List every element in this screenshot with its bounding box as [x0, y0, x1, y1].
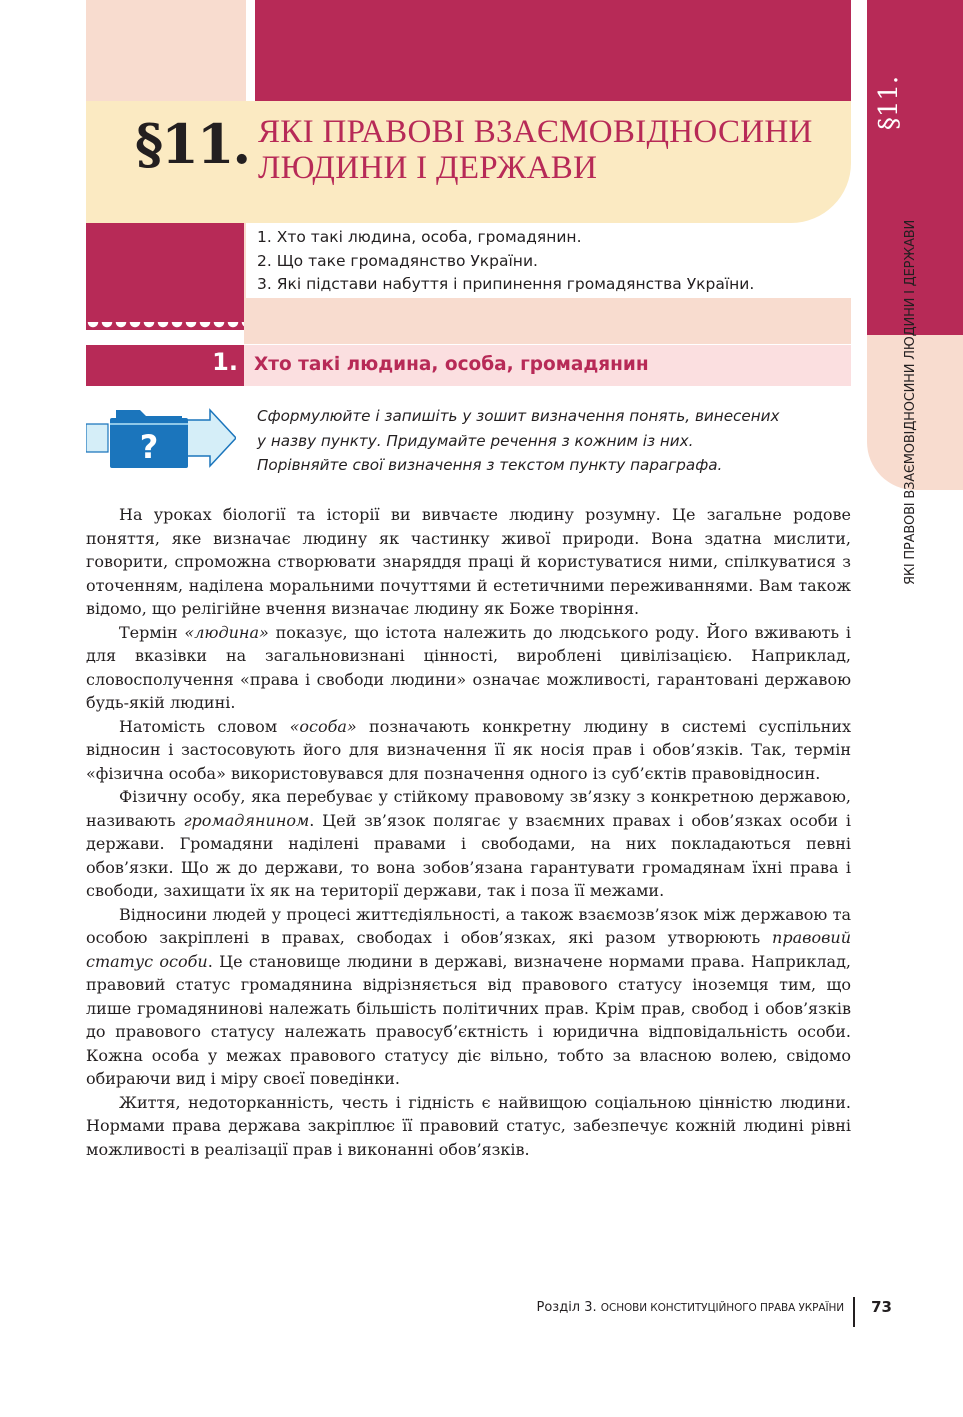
- page-number: 73: [871, 1298, 892, 1316]
- paragraph: Фізичну особу, яка перебуває у стійкому правовому зв’язку з конкретною державою, називають громадянином. Цей зв’язок полягає у взаємних правах і обов’язках особи і держави. Громадяни наділені правами і свободами, на них покладаються певні обов’язки. Що ж до держави, то вона зобов’язана гарантувати громадянам їхні права і свободи, захищати їх як на території держави, так і поза її межами.: [86, 787, 852, 900]
- question-item: 2. Що таке громадянство України.: [257, 251, 538, 270]
- question-list: [257, 226, 847, 297]
- subsection-number: 1.: [212, 348, 238, 376]
- paragraph: Відносини людей у процесі життєдіяльності, а також взаємозв’язок між державою та особою закріплені в правах, свободах і обов’язках, які разом утворюють правовий статус особи. Це становище людини в державі, визначене нормами права. Наприклад, правовий статус громадянина відрізняється від правового статусу іноземця тим, що лише громадянинові належать більшість політичних прав. Крім прав, свобод і обов’язків до правового статусу належать правосуб’єктність і юридична відповідальність особи. Кожна особа у межах правового статусу діє вільно, тобто за власною волею, свідомо обираючи вид і міру своєї поведінки.: [86, 904, 852, 1088]
- decor-perforated-edge-left: [86, 322, 244, 336]
- paragraph: Натомість словом «особа» позначають конкретну людину в системі суспільних відносин і застосовують його для визначення її як носія прав і обов’язків. Так, термін «фізична особа» використовувався для позначення одного із суб’єктів правовідносин.: [86, 716, 852, 783]
- section-number: §11.: [135, 112, 250, 176]
- task-instruction: [257, 404, 849, 478]
- page-footer: [500, 1297, 892, 1327]
- side-running-title: ЯКІ ПРАВОВІ ВЗАЄМОВІДНОСИНИ ЛЮДИНИ І ДЕРЖАВИ: [903, 219, 918, 585]
- section-title-line-1: ЯКІ ПРАВОВІ ВЗАЄМОВІДНОСИНИ: [258, 114, 813, 150]
- question-item: 1. Хто такі людина, особа, громадянин.: [257, 228, 582, 246]
- section-title-line-2: ЛЮДИНИ І ДЕРЖАВИ: [258, 150, 598, 186]
- term: громадянином: [183, 810, 310, 830]
- paragraph: Життя, недоторканність, честь і гідність є найвищою соціальною цінністю людини. Нормами права держава закріплює її правовий статус, забезпечує кожній людині рівні можливості в реалізації прав і виконанні обов’язків.: [86, 1092, 851, 1159]
- decor-crimson-left: [86, 223, 244, 330]
- decor-pink-right: [244, 298, 851, 344]
- footer-divider: [853, 1297, 855, 1327]
- task-line: Сформулюйте і запишіть у зошит визначення понять, винесених: [257, 407, 780, 425]
- paragraph: На уроках біології та історії ви вивчаєте людину розумну. Це загальне родове поняття, яке визначає людину як частинку живої природи. Вона здатна мислити, говорити, спроможна створювати знаряддя праці й користуватися ними, спілкуватися з оточенням, наділена моральними почуттями й естетичними переживаннями. Вам також відомо, що релігійне вчення визначає людину як Боже творіння.: [86, 505, 851, 618]
- term: правовий статус особи: [86, 928, 851, 971]
- question-mark-glyph: ?: [139, 428, 159, 466]
- subsection-title: Хто такі людина, особа, громадянин: [254, 354, 649, 375]
- footer-chapter: Розділ 3. ОСНОВИ КОНСТИТУЦІЙНОГО ПРАВА УКРАЇНИ: [536, 1300, 844, 1315]
- body-text: [86, 503, 851, 1161]
- decor-crimson-top: [255, 0, 851, 101]
- folder-question-icon: [86, 406, 236, 470]
- side-section-number: §11.: [874, 75, 905, 131]
- paragraph: Термін «людина» показує, що істота належить до людського роду. Його вживають і для вказівки на загальновизнані цінності, вироблені цивілізацією. Наприклад, словосполучення «права і свободи людини» означає можливості, гарантовані державою будь-якій людині.: [86, 622, 852, 712]
- term: «людина»: [184, 622, 269, 642]
- task-line: Порівняйте свої визначення з текстом пункту параграфа.: [257, 456, 723, 474]
- term: «особа»: [289, 716, 357, 736]
- section-title: [258, 114, 848, 186]
- task-line: у назву пункту. Придумайте речення з кожним із них.: [257, 431, 694, 450]
- question-item: 3. Які підстави набуття і припинення громадянства України.: [257, 275, 755, 293]
